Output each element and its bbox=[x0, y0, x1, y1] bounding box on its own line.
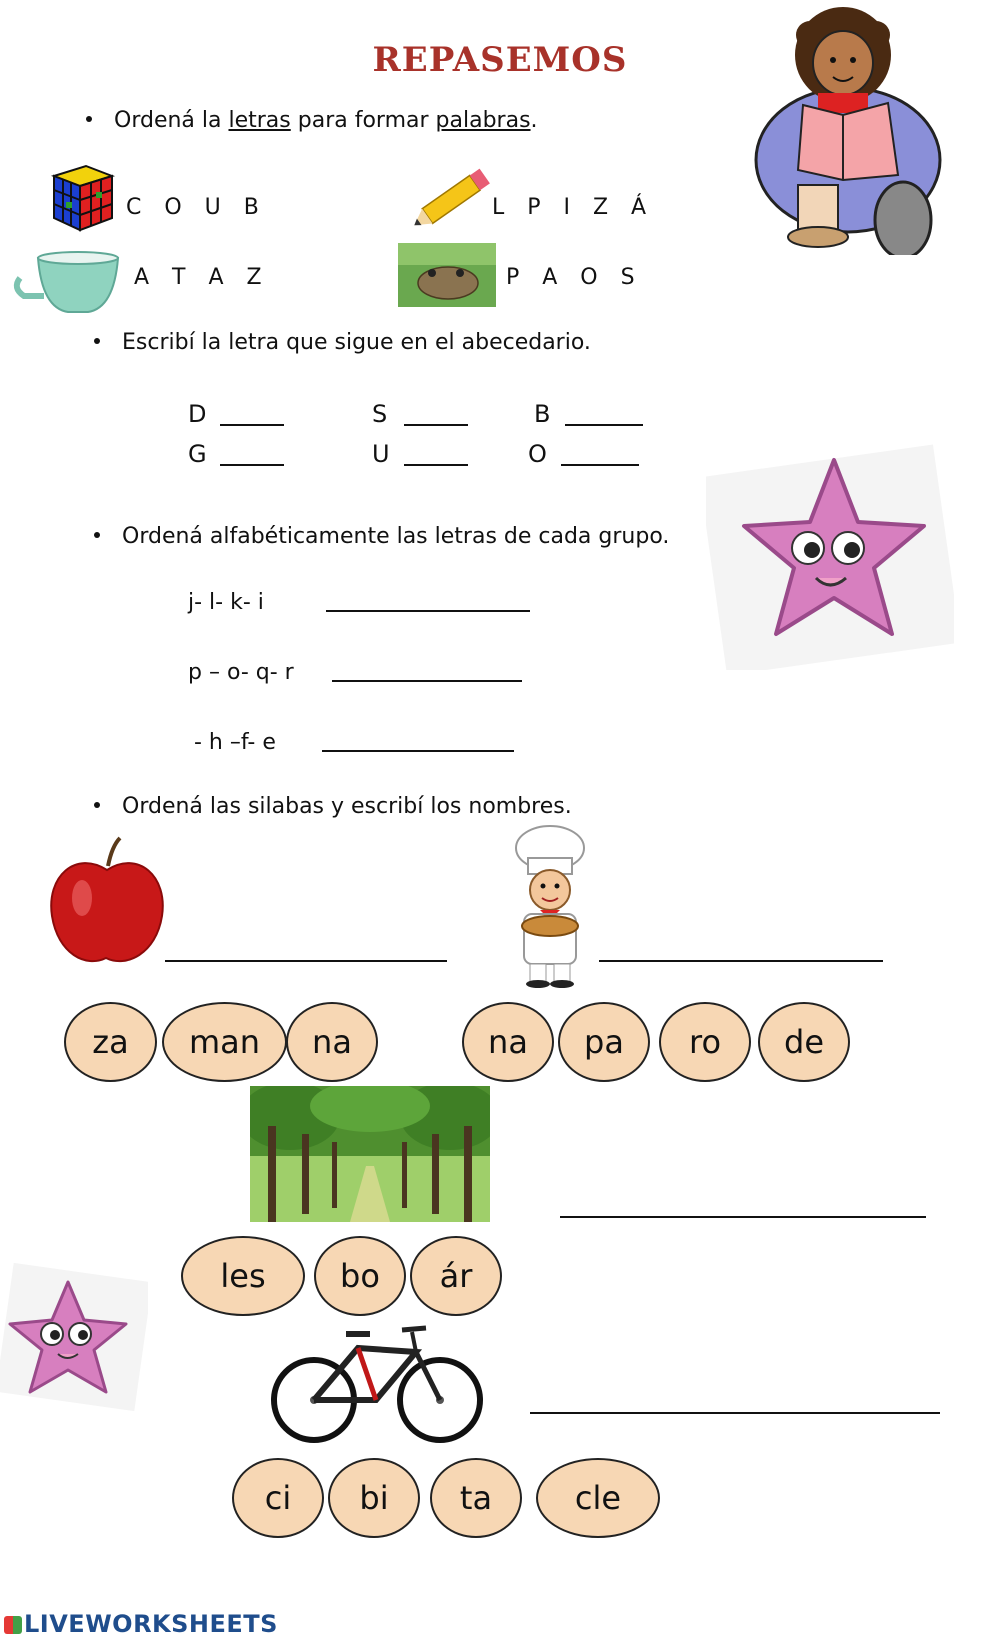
instruction-1-text-pre: Ordená la bbox=[114, 108, 229, 133]
answer-line-d[interactable] bbox=[220, 424, 284, 426]
answer-line-u[interactable] bbox=[404, 464, 468, 466]
instruction-1 bbox=[86, 108, 538, 133]
scrambled-word-paos: P A O S bbox=[506, 265, 643, 290]
letter-u: U bbox=[372, 440, 390, 468]
syllable-na[interactable]: na bbox=[462, 1002, 554, 1082]
baker-image bbox=[506, 822, 594, 988]
letter-o: O bbox=[528, 440, 547, 468]
answer-line-s[interactable] bbox=[404, 424, 468, 426]
cup-image bbox=[10, 248, 125, 318]
instruction-2-text: Escribí la letra que sigue en el abecedario. bbox=[122, 330, 591, 355]
bullet bbox=[94, 338, 100, 344]
pencil-image bbox=[410, 160, 500, 235]
answer-line-group-2[interactable] bbox=[332, 680, 522, 682]
instruction-4-text: Ordená las silabas y escribí los nombres. bbox=[122, 794, 572, 819]
syllable-na[interactable]: na bbox=[286, 1002, 378, 1082]
trees-image bbox=[250, 1086, 490, 1222]
syllable-les[interactable]: les bbox=[181, 1236, 305, 1316]
letter-group-1: j- l- k- i bbox=[188, 590, 264, 615]
answer-line-o[interactable] bbox=[561, 464, 639, 466]
liveworksheets-logo bbox=[4, 1610, 278, 1638]
answer-line-trees[interactable] bbox=[560, 1216, 926, 1218]
syllable-za[interactable]: za bbox=[64, 1002, 157, 1082]
instruction-1-word-palabras: palabras bbox=[435, 108, 531, 133]
instruction-1-text-mid: para formar bbox=[290, 108, 436, 133]
instruction-2 bbox=[94, 330, 591, 355]
star-character-small-image bbox=[0, 1262, 148, 1412]
answer-line-apple[interactable] bbox=[165, 960, 447, 962]
syllable-man[interactable]: man bbox=[162, 1002, 287, 1082]
letter-group-2: p – o- q- r bbox=[188, 660, 294, 685]
answer-line-g[interactable] bbox=[220, 464, 284, 466]
logo-icon bbox=[4, 1616, 22, 1634]
syllable-de[interactable]: de bbox=[758, 1002, 850, 1082]
answer-line-group-1[interactable] bbox=[326, 610, 530, 612]
page-title: REPASEMOS bbox=[372, 40, 628, 80]
letter-g: G bbox=[188, 440, 207, 468]
syllable-ar[interactable]: ár bbox=[410, 1236, 502, 1316]
bullet bbox=[94, 802, 100, 808]
syllable-pa[interactable]: pa bbox=[558, 1002, 650, 1082]
answer-line-b[interactable] bbox=[565, 424, 643, 426]
bullet bbox=[86, 116, 92, 122]
instruction-1-word-letras: letras bbox=[228, 108, 291, 133]
instruction-1-text-post: . bbox=[530, 108, 538, 133]
syllable-bi[interactable]: bi bbox=[328, 1458, 420, 1538]
syllable-ta[interactable]: ta bbox=[430, 1458, 522, 1538]
answer-line-group-3[interactable] bbox=[322, 750, 514, 752]
answer-line-baker[interactable] bbox=[599, 960, 883, 962]
toad-image bbox=[398, 243, 496, 307]
star-character-image bbox=[706, 430, 954, 670]
instruction-4 bbox=[94, 794, 572, 819]
bullet bbox=[94, 532, 100, 538]
syllable-cle[interactable]: cle bbox=[536, 1458, 660, 1538]
letter-b: B bbox=[534, 400, 551, 428]
instruction-3-text: Ordená alfabéticamente las letras de cada grupo. bbox=[122, 524, 670, 549]
answer-line-bicycle[interactable] bbox=[530, 1412, 940, 1414]
logo-text: LIVEWORKSHEETS bbox=[24, 1610, 278, 1638]
scrambled-word-lpiza: L P I Z Á bbox=[492, 195, 655, 220]
bicycle-image bbox=[266, 1318, 488, 1446]
syllable-ro[interactable]: ro bbox=[659, 1002, 751, 1082]
scrambled-word-coub: C O U B bbox=[126, 195, 267, 220]
scrambled-word-ataz: A T A Z bbox=[134, 265, 270, 290]
letter-group-3: - h –f- e bbox=[194, 730, 276, 755]
rubik-cube-image bbox=[46, 162, 116, 234]
instruction-3 bbox=[94, 524, 669, 549]
letter-s: S bbox=[372, 400, 388, 428]
letter-d: D bbox=[188, 400, 207, 428]
apple-image bbox=[46, 836, 168, 968]
syllable-ci[interactable]: ci bbox=[232, 1458, 324, 1538]
girl-reading-illustration bbox=[748, 5, 948, 255]
syllable-bo[interactable]: bo bbox=[314, 1236, 406, 1316]
